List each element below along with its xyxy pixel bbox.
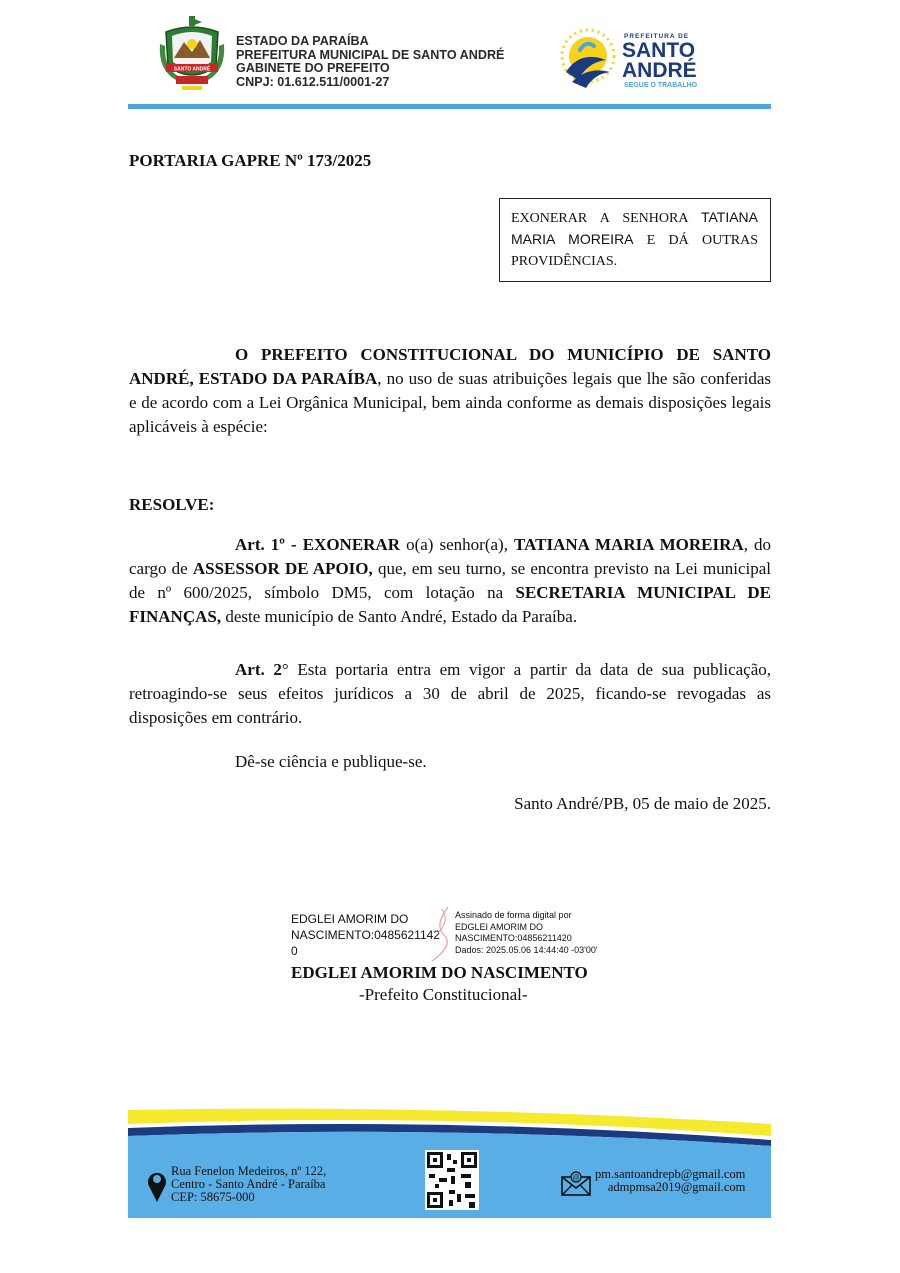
sig-detail-line-3: NASCIMENTO:04856211420 <box>455 933 572 943</box>
santo-andre-logo-icon <box>558 20 718 92</box>
address-line-1: Rua Fenelon Medeiros, nº 122, <box>171 1164 327 1178</box>
header-line-state: ESTADO DA PARAÍBA <box>236 34 369 48</box>
preamble-paragraph <box>129 343 771 439</box>
footer-emails <box>595 1168 745 1194</box>
signer-role: -Prefeito Constitucional- <box>359 985 528 1004</box>
sig-left-line-2: NASCIMENTO:0485621142 <box>291 928 440 942</box>
ordinance-title: PORTARIA GAPRE Nº 173/2025 <box>129 151 372 170</box>
logo-slogan: SEGUE O TRABALHO <box>624 82 698 89</box>
header-divider <box>128 104 771 109</box>
art2-lead: Art. 2 <box>235 660 282 679</box>
signature-scribble-icon <box>424 905 458 963</box>
sig-detail-line-4: Dados: 2025.05.06 14:44:40 -03'00' <box>455 944 598 955</box>
logo-line2: ANDRÉ <box>622 59 697 82</box>
place-date: Santo André/PB, 05 de maio de 2025. <box>514 794 771 813</box>
signer-name: EDGLEI AMORIM DO NASCIMENTO <box>291 963 588 982</box>
header-line-cabinet: GABINETE DO PREFEITO <box>236 61 390 76</box>
digital-signature-details <box>455 910 625 956</box>
art1-lead: Art. 1º - EXONERAR <box>235 535 400 554</box>
summary-name: TATIANA MARIA MOREIRA <box>511 209 758 247</box>
art2-text: ° Esta portaria entra em vigor a partir da data de sua publicação, retroagindo-se seus efeitos jurídicos a 30 de abril de 2025, ficando-se revogadas as disposições em contrário. <box>129 660 772 727</box>
summary-text-a: EXONERAR A SENHORA <box>511 211 701 226</box>
preamble-text: , no uso de suas atribuições legais que lhe são conferidas e de acordo com a Lei Orgânica Municipal, bem ainda conforme as demais disposições legais aplicáveis à espécie: <box>129 369 771 436</box>
address-line-2: Centro - Santo André - Paraíba <box>171 1177 326 1191</box>
art1-text-2: , do cargo de <box>129 535 772 578</box>
municipal-crest-icon <box>156 14 228 94</box>
crest-label: SANTO ANDRÉ <box>173 66 211 73</box>
summary-text-c: E DÁ OUTRAS PROVIDÊNCIAS. <box>511 233 759 269</box>
qr-code-icon[interactable] <box>425 1150 479 1210</box>
email-2[interactable]: admpmsa2019@gmail.com <box>607 1180 746 1194</box>
article-2 <box>129 658 771 730</box>
art1-name: TATIANA MARIA MOREIRA <box>514 535 744 554</box>
footer-address <box>171 1165 326 1204</box>
logo-line1: SANTO <box>622 39 696 62</box>
article-1 <box>129 533 771 629</box>
art1-text-4: deste município de Santo André, Estado da Paraíba. <box>221 607 578 626</box>
location-pin-icon <box>146 1168 168 1204</box>
art1-text-1: o(a) senhor(a), <box>400 535 515 554</box>
art1-post: ASSESSOR DE APOIO, <box>192 559 373 578</box>
address-line-3: CEP: 58675-000 <box>171 1190 255 1204</box>
sig-detail-line-2: EDGLEI AMORIM DO <box>455 921 544 932</box>
art1-text-3: que, em seu turno, se encontra previsto na Lei municipal de nº 600/2025, símbolo DM5, com lotação na <box>129 559 771 602</box>
sig-detail-line-1: Assinado de forma digital por <box>455 910 572 920</box>
closing-line: Dê-se ciência e publique-se. <box>235 752 427 771</box>
email-1[interactable]: pm.santoandrepb@gmail.com <box>595 1167 746 1181</box>
svg-text:@: @ <box>572 1174 580 1182</box>
header-line-prefecture: PREFEITURA MUNICIPAL DE SANTO ANDRÉ <box>236 47 505 62</box>
preamble-bold: O PREFEITO CONSTITUCIONAL DO MUNICÍPIO DE SANTO ANDRÉ, ESTADO DA PARAÍBA <box>129 345 771 388</box>
art1-dept: SECRETARIA MUNICIPAL DE FINANÇAS, <box>129 583 771 626</box>
sig-left-line-3: 0 <box>291 944 298 958</box>
summary-box <box>499 198 771 282</box>
header-line-cnpj: CNPJ: 01.612.511/0001-27 <box>236 74 390 89</box>
resolve-heading: RESOLVE: <box>129 495 215 514</box>
sig-left-line-1: EDGLEI AMORIM DO <box>291 912 409 926</box>
mail-icon <box>560 1169 592 1197</box>
header-text <box>236 35 504 89</box>
logo-small-text: PREFEITURA DE <box>624 33 690 40</box>
